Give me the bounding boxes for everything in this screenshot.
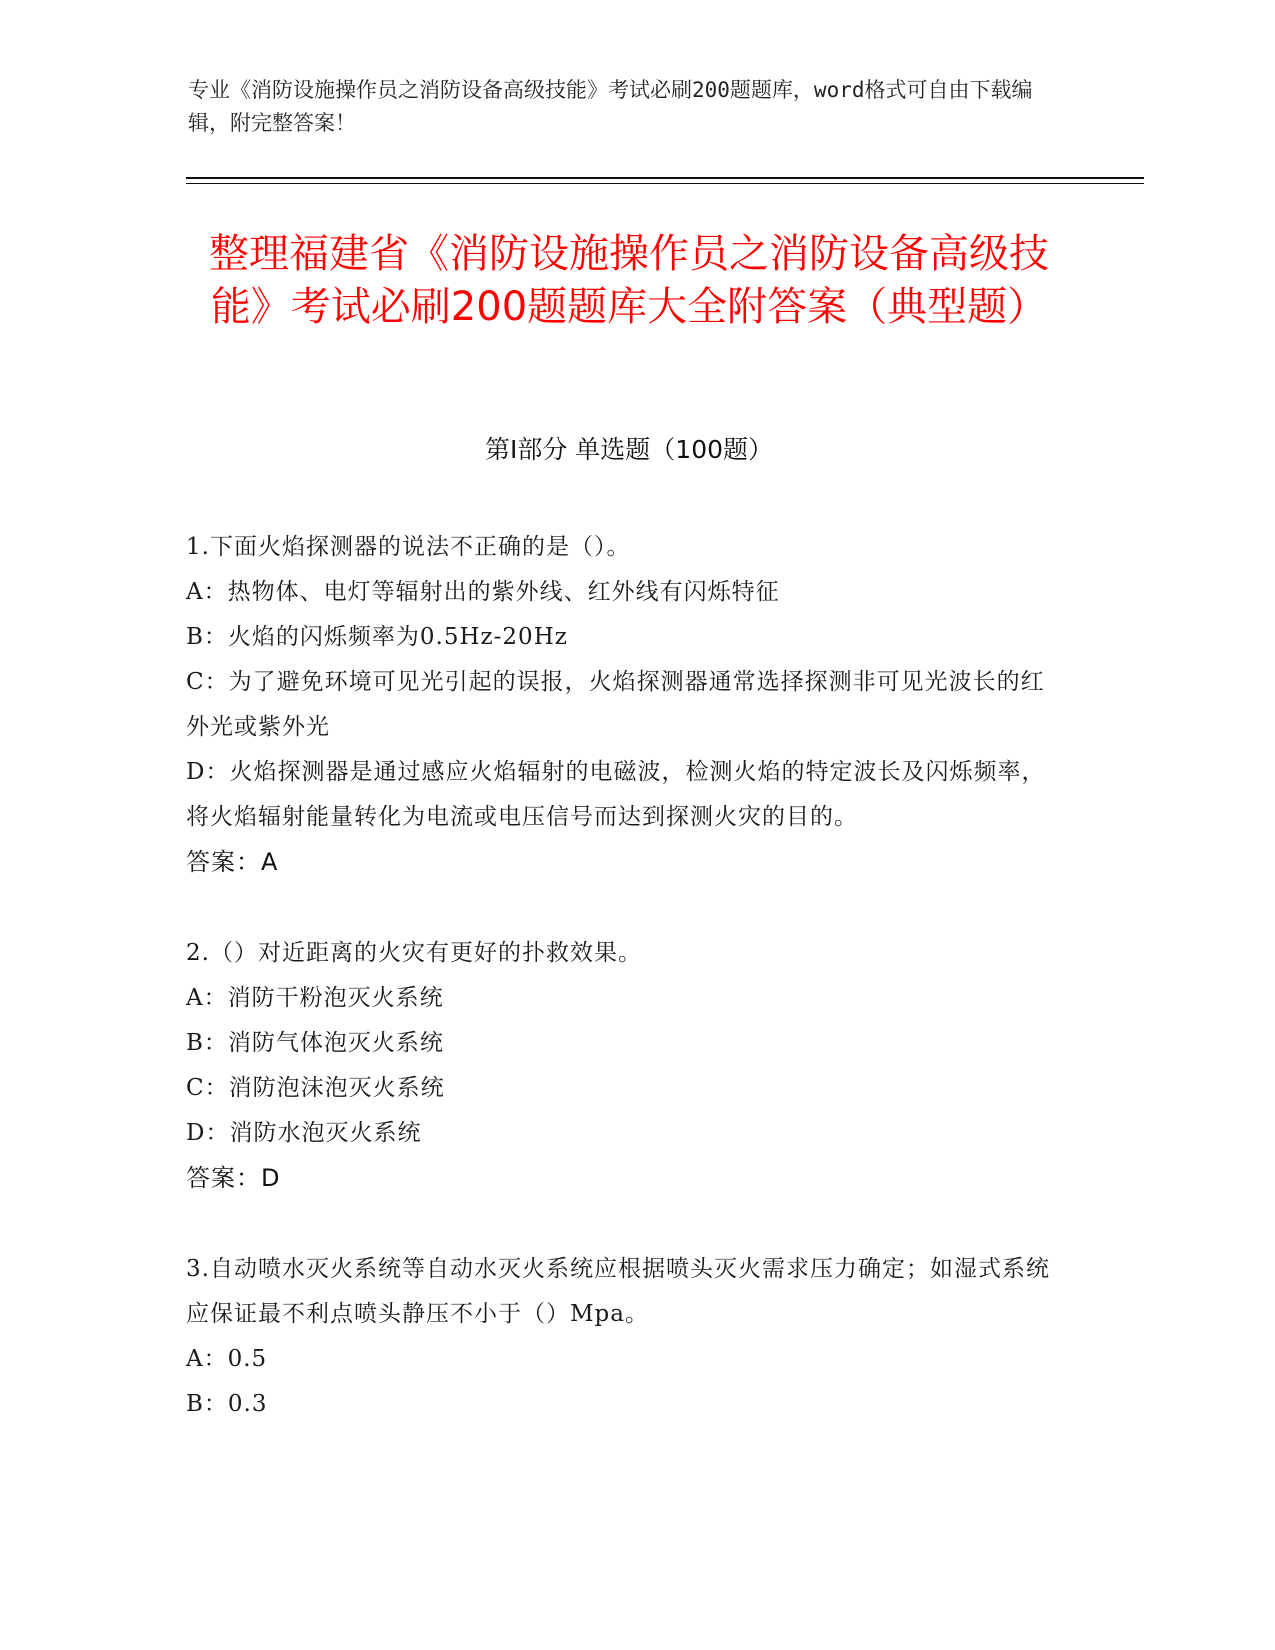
option-b: B：消防气体泡灭火系统 <box>186 1030 444 1056</box>
header-divider-thick <box>186 177 1144 179</box>
option-b: B：火焰的闪烁频率为0.5Hz-20Hz <box>186 624 568 650</box>
option-d: D：消防水泡灭火系统 <box>186 1120 422 1146</box>
question-3 <box>186 1247 1066 1427</box>
option-a: A：热物体、电灯等辐射出的紫外线、红外线有闪烁特征 <box>186 579 780 605</box>
question-1 <box>186 525 1066 885</box>
option-c: C：消防泡沫泡灭火系统 <box>186 1075 445 1101</box>
option-b: B：0.3 <box>186 1391 268 1417</box>
option-c: C：为了避免环境可见光引起的误报，火焰探测器通常选择探测非可见光波长的红外光或紫外光 <box>186 669 1045 740</box>
header-divider-thin <box>186 183 1144 184</box>
option-d: D：火焰探测器是通过感应火焰辐射的电磁波，检测火焰的特定波长及闪烁频率，将火焰辐射能量转化为电流或电压信号而达到探测火灾的目的。 <box>186 759 1046 830</box>
question-2 <box>186 931 1066 1201</box>
answer: 答案：A <box>186 848 279 876</box>
section-title: 第I部分 单选题（100题） <box>484 435 774 464</box>
option-a: A：0.5 <box>186 1346 268 1372</box>
question-stem: 3.自动喷水灭火系统等自动水灭火系统应根据喷头灭火需求压力确定；如湿式系统应保证最不利点喷头静压不小于（）Mpa。 <box>186 1256 1050 1327</box>
option-a: A：消防干粉泡灭火系统 <box>186 985 444 1011</box>
document-title: 整理福建省《消防设施操作员之消防设备高级技能》考试必刷200题题库大全附答案（典型题） <box>209 231 1049 330</box>
question-stem: 1.下面火焰探测器的说法不正确的是（）。 <box>186 534 631 560</box>
header-note: 专业《消防设施操作员之消防设备高级技能》考试必刷200题题库，word格式可自由下载编辑，附完整答案！ <box>188 78 1033 135</box>
question-list <box>186 525 1066 1473</box>
answer: 答案：D <box>186 1164 281 1192</box>
question-stem: 2.（）对近距离的火灾有更好的扑救效果。 <box>186 940 642 966</box>
